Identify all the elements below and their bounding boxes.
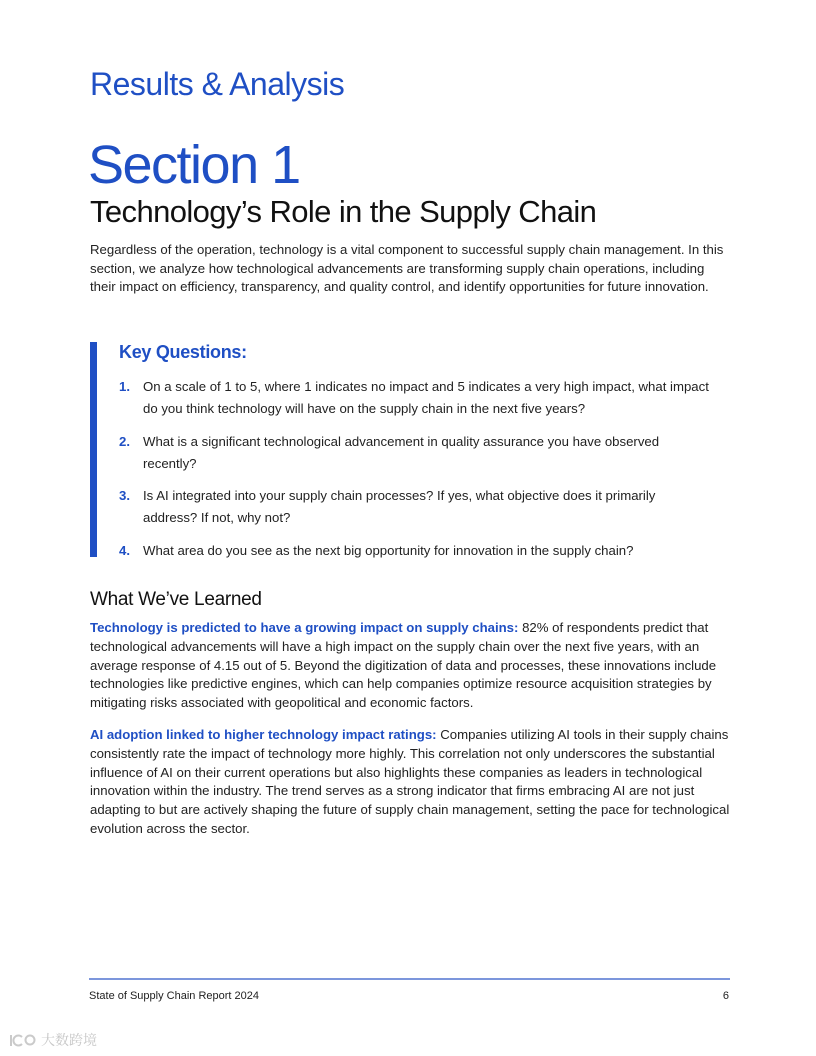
key-question-item	[119, 485, 709, 528]
finding-body: 82% of respondents predict that technological advancements will have a high impact on the supply chain over the next five years, with an average response of 4.15 out of 5. Beyond the digitization of data and processes, these innovations include technologies like predictive engines, which can help companies optimize resource acquisition strategies by mitigating risks associated with geopolitical and economic factors.	[90, 620, 717, 711]
results-title: Results & Analysis	[90, 66, 345, 102]
key-questions-accent-bar	[90, 342, 97, 557]
question-text: Is AI integrated into your supply chain processes? If yes, what objective does it primarily address? If not, why not?	[143, 488, 656, 525]
key-questions-heading: Key Questions:	[119, 342, 247, 362]
section-number: Section 1	[88, 135, 300, 195]
key-question-item	[119, 540, 709, 562]
learned-heading: What We’ve Learned	[90, 589, 262, 610]
footer-report-title: State of Supply Chain Report 2024	[89, 990, 260, 1002]
key-question-item	[119, 376, 709, 419]
question-number: 3.	[119, 488, 130, 503]
question-number: 1.	[119, 379, 130, 394]
watermark	[8, 1030, 97, 1050]
finding-body: Companies utilizing AI tools in their supply chains consistently rate the impact of technology more highly. This correlation not only underscores the substantial influence of AI on their current operations but also highlights these companies as leaders in technological innovation within the industry. The trend serves as a strong indicator that firms embracing AI are not just adapting to but are actively shaping the future of supply chain management, setting the pace for technological evolution across the sector.	[90, 727, 730, 836]
finding-paragraph	[90, 726, 730, 839]
question-number: 4.	[119, 543, 130, 558]
footer-divider	[89, 978, 730, 980]
watermark-logo-icon	[8, 1031, 38, 1049]
finding-lead: Technology is predicted to have a growing impact on supply chains:	[90, 620, 519, 635]
key-questions-box	[90, 342, 730, 557]
watermark-text: 大数跨境	[41, 1032, 97, 1048]
page-number: 6	[722, 990, 729, 1002]
intro-paragraph: Regardless of the operation, technology is a vital component to successful supply chain management. In this section, we analyze how technological advancements are transforming supply chain operations, including their impact on efficiency, transparency, and quality control, and identify opportunities for future innovation.	[90, 242, 724, 295]
question-text: What is a significant technological advancement in quality assurance you have observed recently?	[143, 434, 660, 471]
question-text: What area do you see as the next big opportunity for innovation in the supply chain?	[143, 543, 634, 558]
question-number: 2.	[119, 434, 130, 449]
key-question-item	[119, 431, 709, 474]
finding-lead: AI adoption linked to higher technology impact ratings:	[90, 727, 437, 742]
section-subtitle: Technology’s Role in the Supply Chain	[90, 194, 597, 229]
question-text: On a scale of 1 to 5, where 1 indicates no impact and 5 indicates a very high impact, what impact do you think technology will have on the supply chain in the next five years?	[143, 379, 709, 416]
finding-paragraph	[90, 619, 730, 713]
